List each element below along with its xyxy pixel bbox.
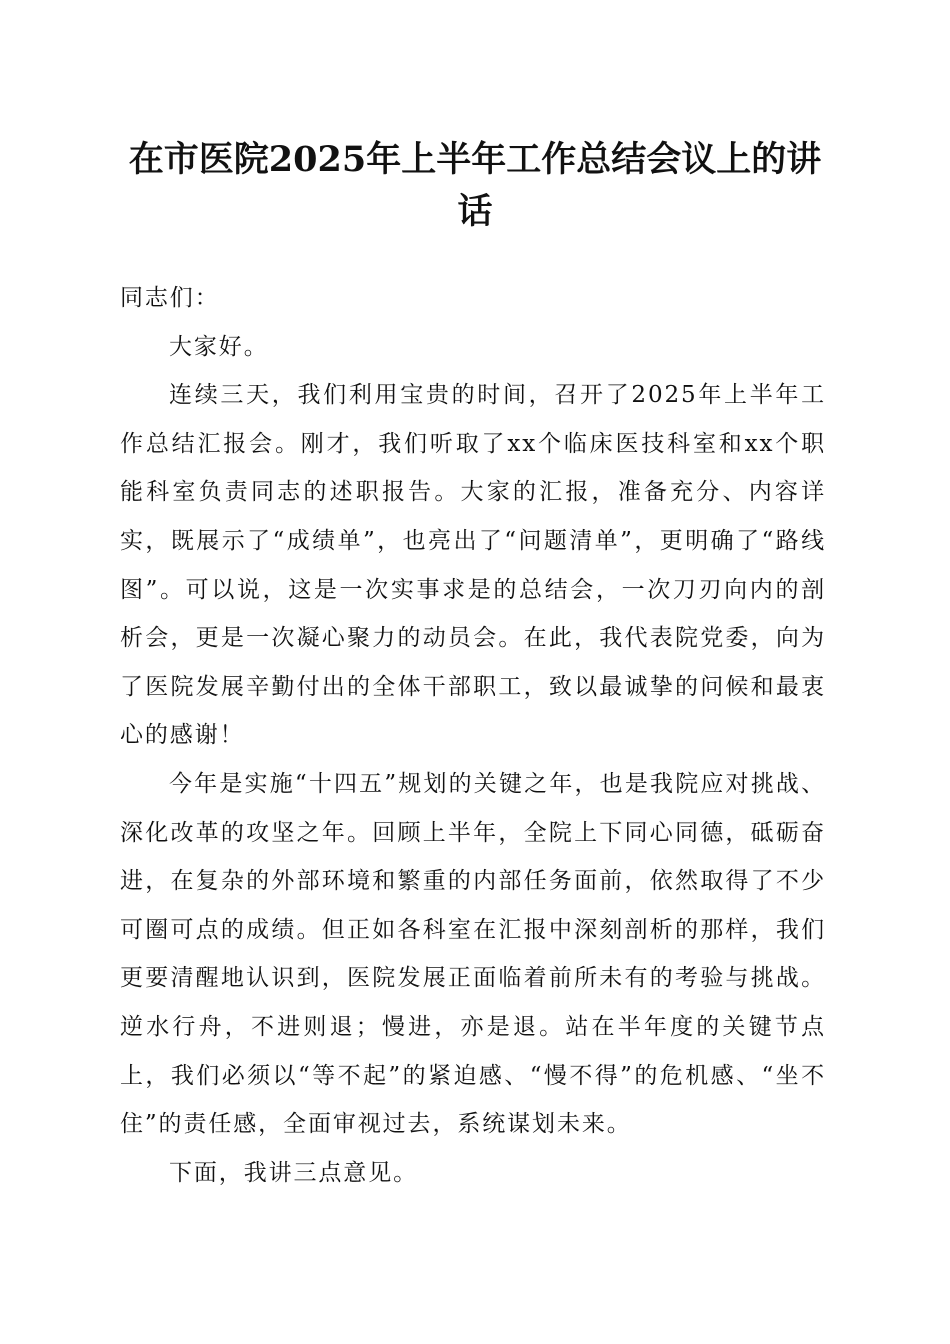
- greeting-paragraph: 大家好。: [169, 333, 269, 360]
- speech-title: 在市医院2025年上半年工作总结会议上的讲话: [128, 139, 822, 232]
- summary-paragraph: 连续三天，我们利用宝贵的时间，召开了2025年上半年工作总结汇报会。刚才，我们听取了xx个临床医技科室和xx个职能科室负责同志的述职报告。大家的汇报，准备充分、内容详实，既展示了“成绩单”，也亮出了“问题清单”，更明确了“路线图”。可以说，这是一次实事求是的总结会，一次刀刃向内的剖析会，更是一次凝心聚力的动员会。在此，我代表院党委，向为了医院发展辛勤付出的全体干部职工，致以最诚挚的问候和最衷心的感谢！: [120, 382, 826, 749]
- context-paragraph: 今年是实施“十四五”规划的关键之年，也是我院应对挑战、深化改革的攻坚之年。回顾上半年，全院上下同心同德，砥砺奋进，在复杂的外部环境和繁重的内部任务面前，依然取得了不少可圈可点的成绩。但正如各科室在汇报中深刻剖析的那样，我们更要清醒地认识到，医院发展正面临着前所未有的考验与挑战。逆水行舟，不进则退；慢进，亦是退。站在半年度的关键节点上，我们必须以“等不起”的紧迫感、“慢不得”的危机感、“坐不住”的责任感，全面审视过去，系统谋划未来。: [120, 770, 826, 1138]
- speech-body: [120, 274, 826, 1197]
- transition-paragraph: 下面，我讲三点意见。: [169, 1159, 418, 1186]
- salutation: 同志们：: [120, 285, 220, 311]
